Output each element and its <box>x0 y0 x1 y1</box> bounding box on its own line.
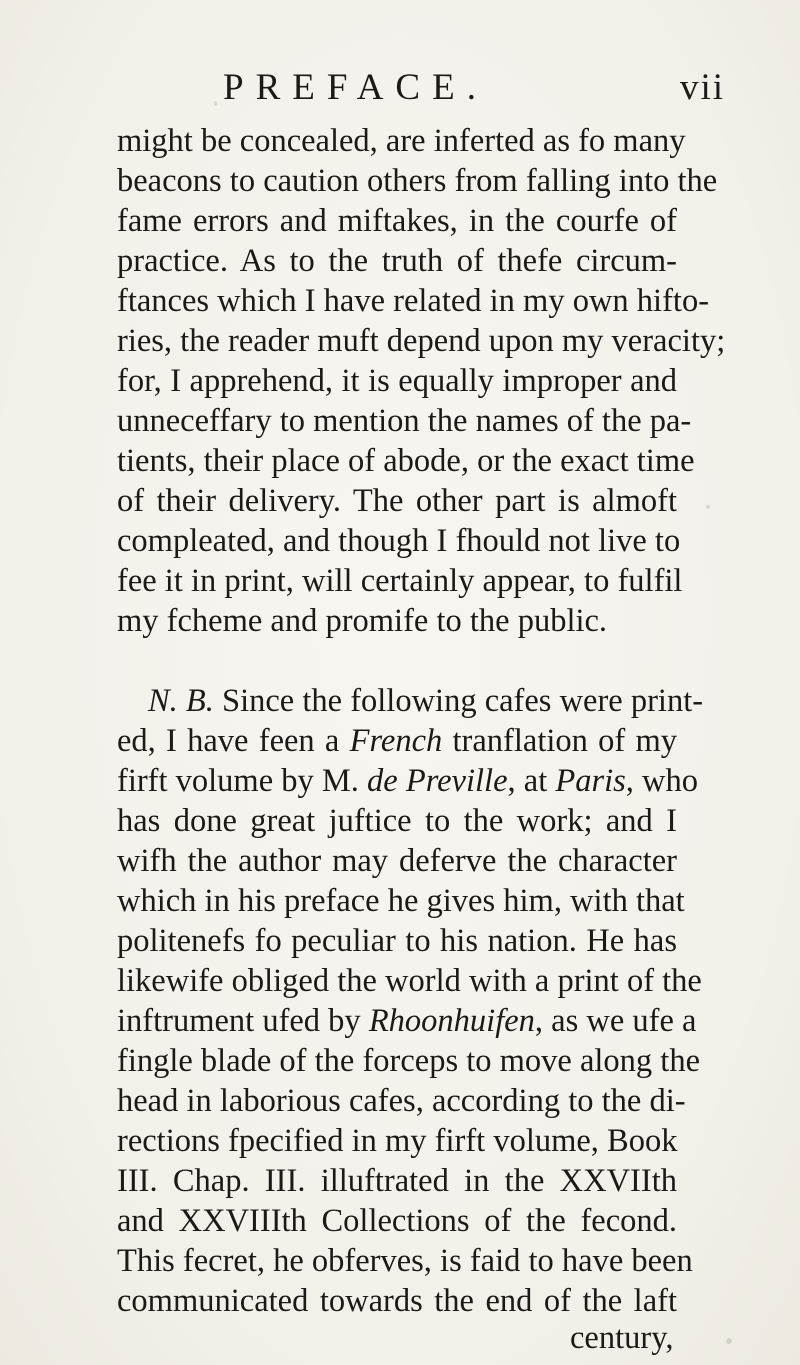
text-line: might be concealed, are inferted as fo many <box>117 123 686 159</box>
nota-bene: N. B. <box>148 683 214 719</box>
text-line: compleated, and though I fhould not live to <box>117 523 681 559</box>
text-line: communicated towards the end of the laft <box>117 1283 677 1319</box>
text-line: fingle blade of the forceps to move along the <box>117 1043 701 1079</box>
text-line: has done great juftice to the work; and I <box>117 803 677 839</box>
text-line: of their delivery. The other part is almoft <box>117 483 677 519</box>
text-line: likewife obliged the world with a print of the <box>117 963 702 999</box>
text-line: which in his preface he gives him, with that <box>117 883 685 919</box>
text-line: This fecret, he obferves, is faid to have been <box>117 1243 693 1279</box>
running-head <box>0 68 800 108</box>
text-line: for, I apprehend, it is equally improper and <box>117 363 677 399</box>
paper-speck <box>214 101 217 106</box>
text-line: my fcheme and promife to the public. <box>117 603 608 639</box>
page-number: vii <box>680 67 726 108</box>
text-line: head in laborious cafes, according to the di- <box>117 1083 686 1119</box>
text-line: unneceffary to mention the names of the pa- <box>117 403 692 439</box>
text-line: rections fpecified in my firft volume, Book <box>117 1123 678 1159</box>
text-line: ed, I have feen a French tranflation of my <box>117 723 677 759</box>
text-line: wifh the author may deferve the character <box>117 843 677 879</box>
text-line: inftrument ufed by Rhoonhuifen, as we ufe a <box>117 1003 697 1039</box>
text-line: fee it in print, will certainly appear, to fulfil <box>117 563 683 599</box>
paper-speck <box>726 1338 732 1344</box>
paper-speck <box>659 862 662 865</box>
paper-speck <box>706 505 710 509</box>
catchword: century, <box>570 1320 674 1356</box>
text-line: fame errors and miftakes, in the courfe of <box>117 203 677 239</box>
text-line: beacons to caution others from falling into the <box>117 163 718 199</box>
text-line: practice. As to the truth of thefe circum- <box>117 243 677 279</box>
running-title: PREFACE. <box>223 67 488 108</box>
text-line: and XXVIIIth Collections of the fecond. <box>117 1203 677 1239</box>
text-line: III. Chap. III. illuftrated in the XXVIIth <box>117 1163 677 1199</box>
text-line: ries, the reader muft depend upon my veracity; <box>117 323 726 359</box>
text-line: tients, their place of abode, or the exact time <box>117 443 695 479</box>
text-line: ftances which I have related in my own hifto- <box>117 283 710 319</box>
text-line: firft volume by M. de Preville, at Paris, who <box>117 763 699 799</box>
text-line: politenefs fo peculiar to his nation. He has <box>117 923 677 959</box>
text-line: N. B. Since the following cafes were print- <box>148 683 704 719</box>
